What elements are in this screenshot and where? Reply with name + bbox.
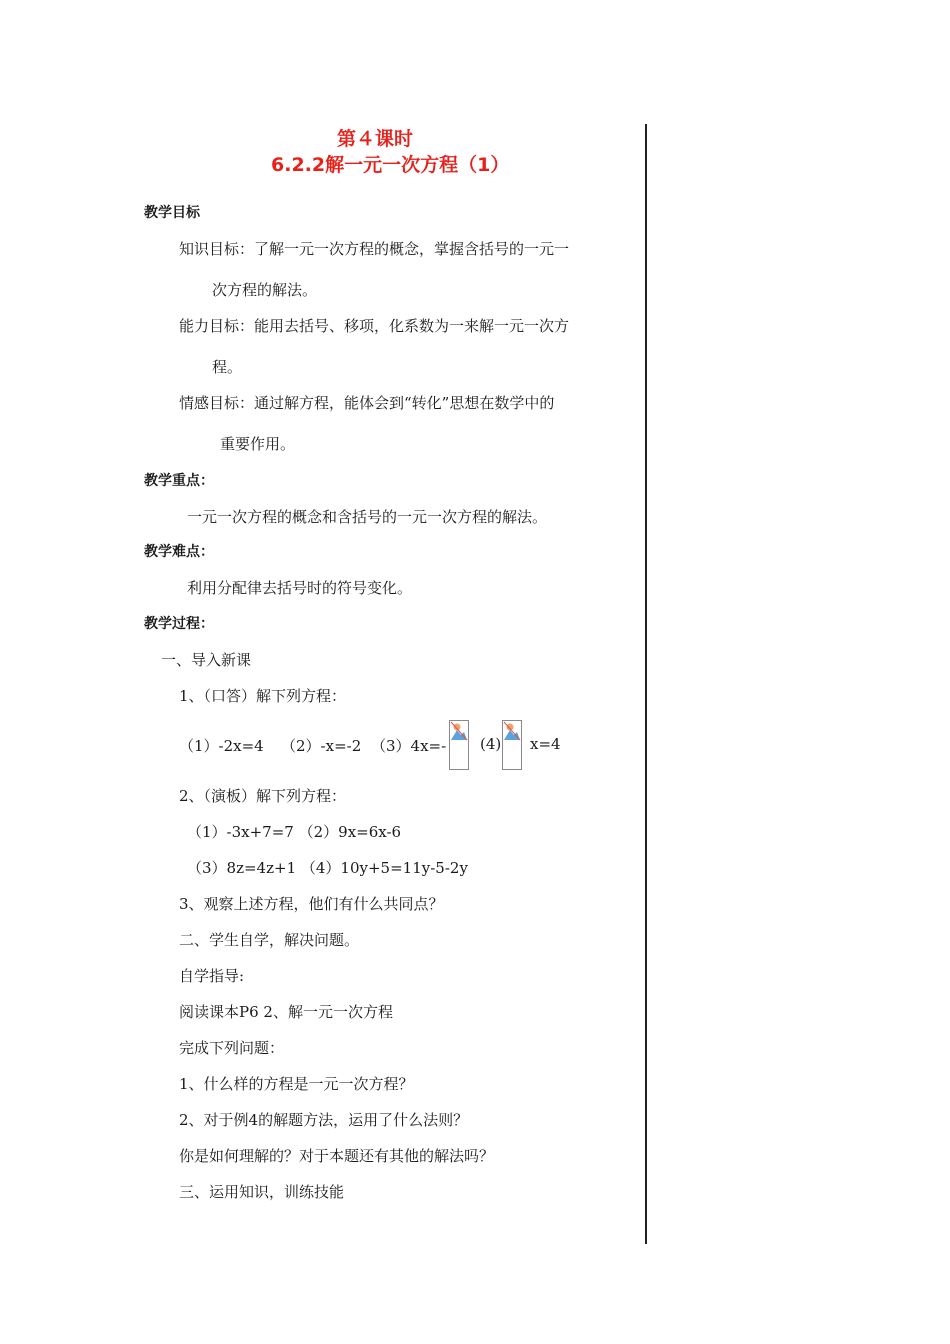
process-heading: 教学过程： bbox=[144, 616, 214, 632]
ability-objective-line1: 能力目标：能用去括号、移项，化系数为一来解一元一次方 bbox=[179, 317, 570, 335]
section-intro: 一、导入新课 bbox=[161, 651, 252, 669]
section-apply: 三、运用知识，训练技能 bbox=[179, 1183, 345, 1201]
self-study-guide: 自学指导: bbox=[179, 967, 245, 985]
key-points-heading: 教学重点： bbox=[144, 473, 214, 489]
section-self-study: 二、学生自学，解决问题。 bbox=[179, 931, 360, 949]
equation-4-tail: x=4 bbox=[530, 735, 561, 753]
equation-3: （3）4x=- bbox=[371, 737, 447, 755]
margin-rule bbox=[645, 124, 647, 1244]
question-item-3: 你是如何理解的？对于本题还有其他的解法吗？ bbox=[179, 1147, 495, 1165]
board-question: 2、（演板）解下列方程： bbox=[179, 787, 347, 805]
missing-image-icon bbox=[502, 720, 522, 770]
equation-2: （2）-x=-2 bbox=[281, 737, 362, 755]
reading-assignment: 阅读课本P6 2、解一元一次方程 bbox=[179, 1003, 393, 1021]
equation-4-label: (4) bbox=[480, 735, 502, 753]
emotion-objective-line2: 重要作用。 bbox=[220, 435, 296, 453]
difficulty-text: 利用分配律去括号时的符号变化。 bbox=[187, 579, 413, 597]
difficulty-heading: 教学难点： bbox=[144, 544, 214, 560]
board-equations-line2: （3）8z=4z+1 （4）10y+5=11y-5-2y bbox=[187, 859, 468, 877]
knowledge-objective-line1: 知识目标：了解一元一次方程的概念，掌握含括号的一元一 bbox=[179, 240, 570, 258]
lesson-number: 第４课时 bbox=[337, 128, 414, 150]
missing-image-icon bbox=[449, 720, 469, 770]
equation-1: （1）-2x=4 bbox=[179, 737, 264, 755]
observe-question: 3、观察上述方程，他们有什么共同点？ bbox=[179, 895, 444, 913]
question-item-2: 2、对于例4的解题方法，运用了什么法则？ bbox=[179, 1111, 469, 1129]
oral-question: 1、（口答）解下列方程： bbox=[179, 687, 347, 705]
key-points-text: 一元一次方程的概念和含括号的一元一次方程的解法。 bbox=[187, 508, 548, 526]
ability-objective-line2: 程。 bbox=[212, 358, 243, 376]
page-title: 6.2.2解一元一次方程（1） bbox=[271, 154, 510, 176]
emotion-objective-line1: 情感目标：通过解方程，能体会到“转化”思想在数学中的 bbox=[179, 394, 555, 412]
objectives-heading: 教学目标 bbox=[144, 205, 200, 221]
question-item-1: 1、什么样的方程是一元一次方程？ bbox=[179, 1075, 414, 1093]
knowledge-objective-line2: 次方程的解法。 bbox=[212, 281, 318, 299]
board-equations-line1: （1）-3x+7=7 （2）9x=6x-6 bbox=[187, 823, 402, 841]
complete-questions: 完成下列问题： bbox=[179, 1039, 285, 1057]
